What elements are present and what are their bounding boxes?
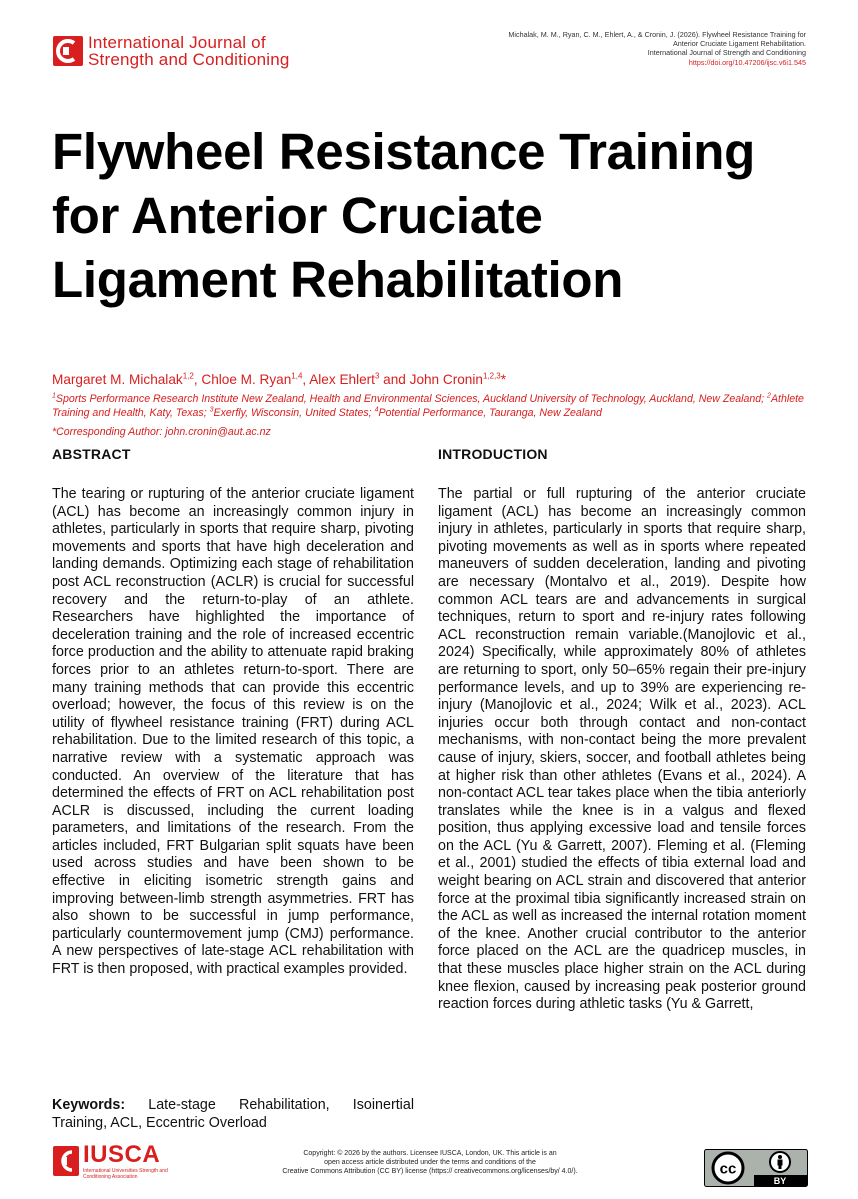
copyright-line: Copyright: © 2026 by the authors. Licensee IUSCA, London, UK. This article is an <box>303 1150 557 1157</box>
affiliation-text: Sports Performance Research Institute New Zealand, Health and Environmental Sciences, Auckland University of Technology, Auckland, New Zealand; <box>55 393 768 405</box>
journal-name <box>88 34 290 68</box>
affiliation-text: Exerfly, Wisconsin, United States; <box>213 407 375 419</box>
iusca-logo-icon <box>52 1144 80 1178</box>
introduction-text: The partial or full rupturing of the anterior cruciate ligament (ACL) has become an increasingly common injury in athletes, particularly in sports that require sharp, pivoting movements as well as in sports where repeated maneuvers of sudden deceleration, landing and pivoting are necessary (Montalvo et al., 2019). Despite how common ACL tears are and advancements in surgical techniques, return to sport and re-injury rates following ACL reconstruction remain variable.(Manojlovic et al., 2024) Specifically, while approximately 80% of athletes are returning to sport, only 50–65% regain their pre-injury performance levels, and up to 39% are experiencing re-injury (Manojlovic et al., 2024; Wilk et al., 2023). ACL injuries occur both through contact and non-contact mechanisms, with non-contact being the more prevalent cause of injury, skiers, soccer, and football athletes being at higher risk than other athletes (Evans et al., 2024). A non-contact ACL tear takes place when the tibia anteriorly translates while the knee is in a valgus and flexed position, thus applying excessive load and tensile forces on the ACL (Yu & Garrett, 2007). Fleming et al. (Fleming et al., 2001) studied the effects of tibia external load and weight bearing on ACL strain and discovered that anterior force at the proximal tibia significantly increased strain on the ACL as well as increased the internal rotation moment of the knee. Another crucial contributor to the anterior force placed on the ACL are the quadricep muscles, in that these muscles place higher strain on the ACL during knee flexion, caused by increasing peak posterior ground reaction forces during athletic tasks (Yu & Garrett, <box>438 486 806 1013</box>
iusca-logo <box>52 1141 192 1186</box>
author-affiliation-mark: 3 <box>374 371 380 381</box>
affiliation-number: 3 <box>209 406 214 414</box>
citation-block <box>476 30 806 67</box>
cc-by-label: BY <box>773 1176 787 1186</box>
author-list <box>52 371 812 388</box>
keywords <box>52 1097 414 1132</box>
author-separator: , <box>193 372 202 387</box>
iusca-brand: IUSCA <box>83 1141 161 1168</box>
paper-title: Flywheel Resistance Training for Anterior Cruciate Ligament Rehabilitation <box>52 123 756 308</box>
author-affiliation-mark: 1,2 <box>182 371 194 381</box>
corresponding-author: *Corresponding Author: john.cronin@aut.ac.nz <box>52 426 271 438</box>
introduction-heading: INTRODUCTION <box>438 446 548 462</box>
author-name: John Cronin <box>409 372 483 387</box>
affiliation-text: Potential Performance, Tauranga, New Zealand <box>378 407 602 419</box>
abstract-heading: ABSTRACT <box>52 446 131 462</box>
author-separator: and <box>379 372 410 387</box>
affiliations <box>52 392 812 420</box>
citation-line: Anterior Cruciate Ligament Rehabilitation. <box>672 39 806 49</box>
doi-link[interactable]: https://doi.org/10.47206/ijsc.v6i1.545 <box>688 57 806 67</box>
copyright-line: open access article distributed under the terms and conditions of the <box>324 1159 536 1167</box>
svg-text:cc: cc <box>719 1160 737 1178</box>
author-affiliation-mark: 1,2,3 <box>482 371 501 381</box>
author-name: Margaret M. Michalak <box>52 372 183 387</box>
keywords-label: Keywords: <box>52 1097 126 1113</box>
iusca-brand-subtitle: International Universities Strength and Conditioning Association <box>83 1168 168 1180</box>
journal-name-line1: International Journal of <box>88 33 266 52</box>
author-affiliation-mark: 1,4 <box>291 371 303 381</box>
author-name: Alex Ehlert <box>309 372 375 387</box>
journal-logo-icon <box>52 35 84 67</box>
author-name: Chloe M. Ryan <box>201 372 292 387</box>
affiliation-number: 2 <box>767 392 771 400</box>
journal-name-line2: Strength and Conditioning <box>88 50 290 69</box>
citation-line: International Journal of Strength and Conditioning <box>647 48 806 58</box>
keywords-text: Late-stage Rehabilitation, Isoinertial Training, ACL, Eccentric Overload <box>52 1097 414 1131</box>
creative-commons-icon <box>713 1153 743 1183</box>
affiliation-text: Athlete Training and Health, Katy, Texas; <box>52 393 804 419</box>
abstract-text: The tearing or rupturing of the anterior cruciate ligament (ACL) has become an increasingly common injury in athletes, particularly in sports that require sharp, pivoting movements and sports that have high deceleration and landing demands. Optimizing each stage of rehabilitation post ACL reconstruction (ACLR) is crucial for successful recovery and the return-to-play of an athlete. Researchers have highlighted the importance of deceleration training and the role of increased eccentric force production and the ability to attenuate rapid braking forces prior to an athletes return-to-sport. There are many training methods that can provide this eccentric overload; however, the focus of this review is on the utility of flywheel resistance training (FRT) during ACL rehabilitation. Due to the limited research of this topic, a narrative review with a systematic approach was conducted. An overview of the literature that has determined the effects of FRT on ACL rehabilitation post ACLR is discussed, including the current loading parameters, and limitations of the research. From the articles included, FRT Bulgarian split squats have been used across studies and have been shown to be effective in eliciting isometric strength gains and improving between-limb strength asymmetries. FRT has also shown to be successful in jump performance, particularly countermovement jump (CMJ) performance. A new perspectives of late-stage ACL rehabilitation with FRT is then proposed, with practical examples provided. <box>52 486 414 978</box>
journal-logo <box>52 32 362 70</box>
author-separator: , <box>302 372 310 387</box>
corresponding-mark: * <box>500 372 507 387</box>
affiliation-number: 1 <box>52 392 56 400</box>
attribution-icon <box>770 1152 790 1172</box>
affiliation-number: 4 <box>374 406 379 414</box>
cc-by-license-badge[interactable] <box>704 1149 808 1187</box>
copyright-line[interactable]: Creative Commons Attribution (CC BY) license (https:// creativecommons.org/licenses/by/ 4.0/). <box>282 1168 578 1176</box>
citation-line: Michalak, M. M., Ryan, C. M., Ehlert, A., & Cronin, J. (2026). Flywheel Resistance Training for <box>508 30 806 39</box>
copyright-notice <box>275 1149 585 1177</box>
